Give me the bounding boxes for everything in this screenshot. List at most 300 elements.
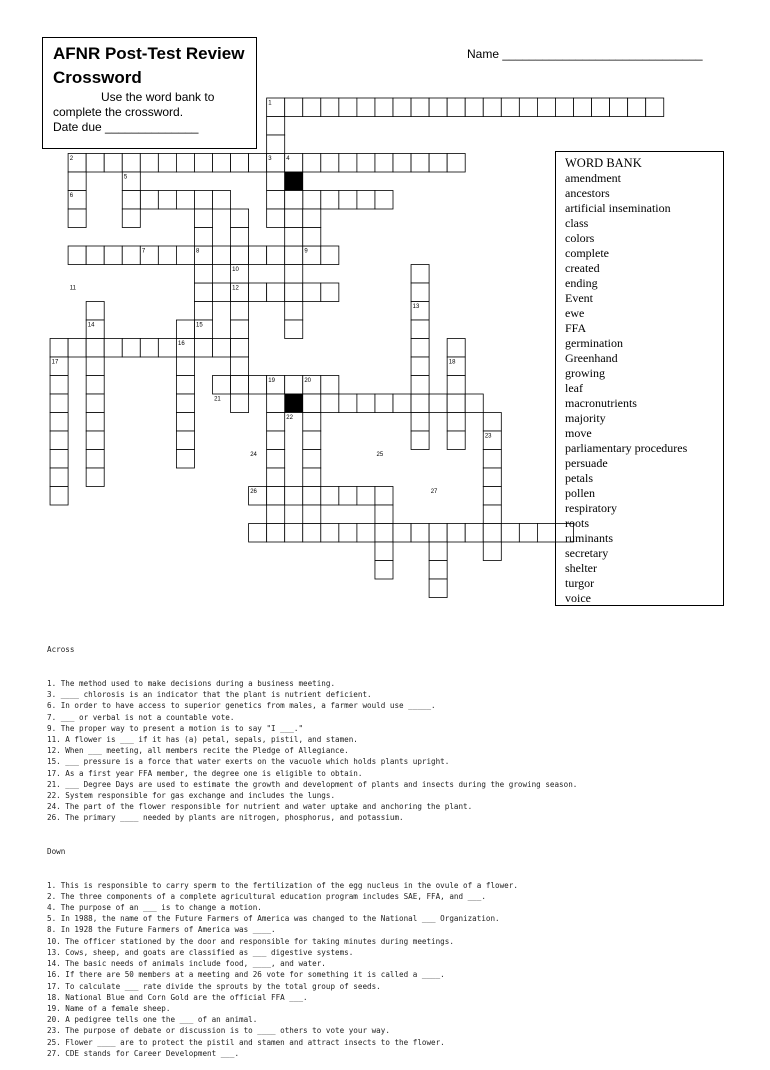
across-clue: 21. ___ Degree Days are used to estimate the growth and development of plants and insects during the growing season. xyxy=(47,779,578,789)
down-clue: 5. In 1988, the name of the Future Farmers of America was changed to the National ___ Organization. xyxy=(47,914,500,924)
grid-cell[interactable] xyxy=(86,413,104,432)
across-clue: 7. ___ or verbal is not a countable vote. xyxy=(47,712,235,722)
grid-cell[interactable] xyxy=(50,413,68,432)
across-heading: Across xyxy=(47,645,75,655)
clue-number: 1 xyxy=(268,100,272,107)
grid-cell[interactable] xyxy=(285,283,303,302)
grid-cell[interactable] xyxy=(537,524,555,543)
word-bank-item: created xyxy=(565,261,600,275)
grid-cell[interactable] xyxy=(465,98,483,117)
grid-cell[interactable] xyxy=(158,246,176,265)
down-clue: 17. To calculate ___ rate divide the sprouts by the total group of seeds. xyxy=(47,981,381,991)
word-bank-item: parliamentary procedures xyxy=(565,441,688,455)
clue-number: 12 xyxy=(232,285,239,292)
grid-cell[interactable] xyxy=(303,505,321,524)
down-clues xyxy=(47,880,767,1059)
grid-cell[interactable] xyxy=(194,265,212,284)
grid-cell[interactable] xyxy=(285,320,303,339)
grid-cell[interactable] xyxy=(447,339,465,358)
grid-cell[interactable] xyxy=(321,376,339,395)
grid-cell[interactable] xyxy=(176,320,194,339)
word-bank-item: ending xyxy=(565,276,598,290)
grid-cell[interactable] xyxy=(393,154,411,173)
grid-cell[interactable] xyxy=(50,394,68,413)
grid-cell[interactable] xyxy=(610,98,628,117)
grid-cell[interactable] xyxy=(628,98,646,117)
grid-cell[interactable] xyxy=(411,265,429,284)
down-clue: 23. The purpose of debate or discussion is to ____ others to vote your way. xyxy=(47,1026,390,1036)
grid-cell[interactable] xyxy=(429,579,447,598)
grid-cell[interactable] xyxy=(231,394,249,413)
word-bank-item: secretary xyxy=(565,546,609,560)
down-clue: 16. If there are 50 members at a meeting and 26 vote for something it is called a ____. xyxy=(47,970,445,980)
grid-cell[interactable] xyxy=(194,228,212,247)
grid-cell[interactable] xyxy=(176,357,194,376)
word-bank-item: class xyxy=(565,216,589,230)
grid-cell[interactable] xyxy=(483,505,501,524)
grid-cell[interactable] xyxy=(555,98,573,117)
across-clue: 12. When ___ meeting, all members recite the Pledge of Allegiance. xyxy=(47,746,349,756)
grid-cell[interactable] xyxy=(86,246,104,265)
across-clue: 1. The method used to make decisions during a business meeting. xyxy=(47,679,336,689)
grid-cell[interactable] xyxy=(50,339,68,358)
grid-cell[interactable] xyxy=(249,246,267,265)
word-bank-item: ewe xyxy=(565,306,585,320)
grid-cell[interactable] xyxy=(303,394,321,413)
grid-cell[interactable] xyxy=(267,135,285,154)
grid-cell[interactable] xyxy=(519,98,537,117)
down-clue: 2. The three components of a complete agricultural education program includes SAE, FFA, and ___. xyxy=(47,891,486,901)
grid-cell[interactable] xyxy=(339,154,357,173)
word-bank xyxy=(555,151,724,606)
clue-number: 16 xyxy=(178,341,185,347)
grid-cell[interactable] xyxy=(592,98,610,117)
grid-cell[interactable] xyxy=(303,413,321,432)
grid-cell[interactable] xyxy=(321,191,339,210)
grid-cell[interactable] xyxy=(411,524,429,543)
clue-number: 5 xyxy=(123,174,128,181)
grid-cell[interactable] xyxy=(393,394,411,413)
grid-cell[interactable] xyxy=(321,283,339,302)
grid-cell[interactable] xyxy=(267,246,285,265)
grid-cell[interactable] xyxy=(411,394,429,413)
grid-cell[interactable] xyxy=(267,394,285,413)
grid-cell[interactable] xyxy=(285,98,303,117)
grid-cell[interactable] xyxy=(231,320,249,339)
word-bank-item: roots xyxy=(565,516,589,530)
grid-cell[interactable] xyxy=(447,154,465,173)
down-clue: 20. A pedigree tells one the ___ of an animal. xyxy=(47,1015,258,1025)
grid-cell[interactable] xyxy=(285,228,303,247)
clues-section xyxy=(47,622,767,1070)
word-bank-item: petals xyxy=(565,471,593,485)
grid-cell[interactable] xyxy=(447,524,465,543)
grid-cell[interactable] xyxy=(357,394,375,413)
grid-cell[interactable] xyxy=(267,172,285,191)
grid-cell[interactable] xyxy=(429,394,447,413)
grid-cell[interactable] xyxy=(303,431,321,450)
word-bank-item: Event xyxy=(565,291,593,305)
grid-cell[interactable] xyxy=(176,431,194,450)
across-clues xyxy=(47,678,767,824)
grid-cell[interactable] xyxy=(194,191,212,210)
grid-cell[interactable] xyxy=(321,524,339,543)
grid-cell[interactable] xyxy=(50,468,68,487)
grid-cell[interactable] xyxy=(303,191,321,210)
grid-cell[interactable] xyxy=(483,413,501,432)
grid-cell[interactable] xyxy=(285,209,303,228)
grid-cell[interactable] xyxy=(357,487,375,506)
grid-cell[interactable] xyxy=(122,246,140,265)
grid-cell[interactable] xyxy=(86,302,104,321)
across-clue: 11. A flower is ___ if it has (a) petal, sepals, pistil, and stamen. xyxy=(47,735,358,745)
grid-cell[interactable] xyxy=(267,431,285,450)
grid-cell[interactable] xyxy=(231,376,249,395)
grid-cell[interactable] xyxy=(357,524,375,543)
grid-cell[interactable] xyxy=(50,376,68,395)
grid-cell[interactable] xyxy=(140,339,158,358)
grid-cell[interactable] xyxy=(357,98,375,117)
clue-number: 15 xyxy=(196,322,203,329)
down-clue: 14. The basic needs of animals include food, ____, and water. xyxy=(47,959,326,969)
grid-cell[interactable] xyxy=(213,376,231,395)
grid-cell[interactable] xyxy=(339,524,357,543)
grid-cell[interactable] xyxy=(140,191,158,210)
clue-number: 21 xyxy=(214,396,221,403)
grid-cell[interactable] xyxy=(411,413,429,432)
grid-cell[interactable] xyxy=(321,394,339,413)
grid-cell[interactable] xyxy=(411,283,429,302)
grid-cell[interactable] xyxy=(86,450,104,469)
clue-number: 26 xyxy=(250,489,257,495)
word-bank-item: majority xyxy=(565,411,606,425)
across-clue: 6. In order to have access to superior genetics from males, a farmer would use _____. xyxy=(47,701,436,711)
word-bank-item: germination xyxy=(565,336,623,350)
grid-cell[interactable] xyxy=(285,246,303,265)
clue-number: 24 xyxy=(250,452,257,458)
across-clue: 24. The part of the flower responsible for nutrient and water uptake and anchoring the plant. xyxy=(47,802,473,812)
grid-cell[interactable] xyxy=(249,154,267,173)
grid-cell[interactable] xyxy=(213,339,231,358)
grid-cell[interactable] xyxy=(176,191,194,210)
grid-cell[interactable] xyxy=(122,191,140,210)
grid-cell[interactable] xyxy=(465,524,483,543)
grid-cell[interactable] xyxy=(483,450,501,469)
word-bank-list xyxy=(565,171,714,606)
grid-cell[interactable] xyxy=(303,228,321,247)
grid-cell[interactable] xyxy=(303,524,321,543)
grid-cell[interactable] xyxy=(303,209,321,228)
grid-cell[interactable] xyxy=(447,376,465,395)
grid-cell[interactable] xyxy=(519,524,537,543)
grid-cell[interactable] xyxy=(267,413,285,432)
grid-cell[interactable] xyxy=(375,154,393,173)
grid-cell[interactable] xyxy=(249,524,267,543)
grid-cell[interactable] xyxy=(104,154,122,173)
grid-cell[interactable] xyxy=(267,505,285,524)
across-clue: 17. As a first year FFA member, the degree one is eligible to obtain. xyxy=(47,768,363,778)
grid-cell[interactable] xyxy=(339,98,357,117)
grid-cell[interactable] xyxy=(285,487,303,506)
word-bank-item: artificial insemination xyxy=(565,201,671,215)
grid-cell[interactable] xyxy=(231,302,249,321)
across-clue: 15. ___ pressure is a force that water exerts on the vacuole which holds plants upright. xyxy=(47,757,450,767)
grid-cell[interactable] xyxy=(50,487,68,506)
grid-cell[interactable] xyxy=(303,487,321,506)
grid-cell[interactable] xyxy=(321,487,339,506)
across-clue: 9. The proper way to present a motion is to say "I ___." xyxy=(47,723,304,733)
across-clue: 26. The primary ____ needed by plants are nitrogen, phosphorus, and potassium. xyxy=(47,813,404,823)
word-bank-item: macronutrients xyxy=(565,396,637,410)
grid-cell[interactable] xyxy=(375,487,393,506)
grid-cell[interactable] xyxy=(122,209,140,228)
word-bank-item: ruminants xyxy=(565,531,613,545)
clue-number: 27 xyxy=(430,489,438,495)
grid-cell[interactable] xyxy=(375,524,393,543)
grid-cell[interactable] xyxy=(303,450,321,469)
word-bank-title: WORD BANK xyxy=(565,156,642,170)
grid-cell[interactable] xyxy=(303,283,321,302)
clue-number: 14 xyxy=(87,322,95,329)
grid-cell[interactable] xyxy=(104,246,122,265)
grid-cell[interactable] xyxy=(375,191,393,210)
grid-cell[interactable] xyxy=(357,191,375,210)
clue-number: 10 xyxy=(232,267,239,273)
instruction-line-2: complete the crossword. xyxy=(53,105,184,119)
grid-cell[interactable] xyxy=(86,468,104,487)
grid-cell[interactable] xyxy=(231,154,249,173)
grid-cell[interactable] xyxy=(194,209,212,228)
clue-number: 3 xyxy=(268,156,272,162)
grid-cell[interactable] xyxy=(267,209,285,228)
grid-cell[interactable] xyxy=(483,524,501,543)
clue-number: 11 xyxy=(69,285,76,292)
grid-cell[interactable] xyxy=(176,450,194,469)
grid-cell[interactable] xyxy=(411,339,429,358)
word-bank-item: amendment xyxy=(565,171,621,185)
grid-cell[interactable] xyxy=(339,191,357,210)
grid-cell[interactable] xyxy=(447,98,465,117)
clue-number: 6 xyxy=(69,193,74,199)
clue-number: 9 xyxy=(304,248,308,255)
grid-cell[interactable] xyxy=(303,468,321,487)
grid-cell[interactable] xyxy=(267,524,285,543)
grid-cell-shaded xyxy=(285,172,303,191)
grid-cell[interactable] xyxy=(68,339,86,358)
clue-number: 2 xyxy=(69,156,74,162)
grid-cell[interactable] xyxy=(158,191,176,210)
grid-cell[interactable] xyxy=(646,98,664,117)
grid-cell[interactable] xyxy=(231,339,249,358)
grid-cell[interactable] xyxy=(339,394,357,413)
grid-cell[interactable] xyxy=(267,117,285,136)
word-bank-item: complete xyxy=(565,246,609,260)
word-bank-item: move xyxy=(565,426,592,440)
grid-cell[interactable] xyxy=(122,154,140,173)
grid-cell[interactable] xyxy=(158,154,176,173)
down-clue: 25. Flower ____ are to protect the pistil and stamen and attract insects to the flower. xyxy=(47,1037,445,1047)
grid-cell[interactable] xyxy=(447,413,465,432)
word-bank-item: growing xyxy=(565,366,605,380)
grid-cell[interactable] xyxy=(249,376,267,395)
grid-cell[interactable] xyxy=(574,98,592,117)
grid-cell[interactable] xyxy=(231,357,249,376)
grid-cell[interactable] xyxy=(411,320,429,339)
grid-cell[interactable] xyxy=(375,542,393,561)
grid-cell[interactable] xyxy=(375,505,393,524)
grid-cell[interactable] xyxy=(411,376,429,395)
word-bank-item: turgor xyxy=(565,576,595,590)
grid-cell[interactable] xyxy=(429,154,447,173)
grid-cell[interactable] xyxy=(231,209,249,228)
grid-cell[interactable] xyxy=(267,468,285,487)
clue-number: 17 xyxy=(51,359,59,366)
grid-cell[interactable] xyxy=(483,542,501,561)
grid-cell[interactable] xyxy=(194,339,212,358)
grid-cell[interactable] xyxy=(411,431,429,450)
grid-cell[interactable] xyxy=(231,246,249,265)
grid-cell[interactable] xyxy=(375,394,393,413)
grid-cell[interactable] xyxy=(447,431,465,450)
grid-cell[interactable] xyxy=(375,561,393,580)
grid-cell-shaded xyxy=(285,394,303,413)
grid-cell[interactable] xyxy=(357,154,375,173)
page-title: AFNR Post-Test Review Crossword xyxy=(53,44,245,87)
name-field[interactable]: Name ______________________________ xyxy=(467,47,703,61)
down-heading: Down xyxy=(47,847,66,857)
grid-cell[interactable] xyxy=(267,283,285,302)
clue-number: 4 xyxy=(286,156,290,162)
grid-cell[interactable] xyxy=(429,98,447,117)
grid-cell[interactable] xyxy=(303,154,321,173)
word-bank-item: voice xyxy=(565,591,591,605)
grid-cell[interactable] xyxy=(176,154,194,173)
grid-cell[interactable] xyxy=(213,154,231,173)
grid-cell[interactable] xyxy=(411,154,429,173)
grid-cell[interactable] xyxy=(321,246,339,265)
grid-cell[interactable] xyxy=(50,431,68,450)
grid-cell[interactable] xyxy=(483,468,501,487)
grid-cell[interactable] xyxy=(194,302,212,321)
grid-cell[interactable] xyxy=(50,450,68,469)
grid-cell[interactable] xyxy=(194,283,212,302)
grid-cell[interactable] xyxy=(285,376,303,395)
grid-cell[interactable] xyxy=(213,191,231,210)
grid-cell[interactable] xyxy=(483,487,501,506)
grid-cell[interactable] xyxy=(375,98,393,117)
grid-cell[interactable] xyxy=(86,357,104,376)
grid-cell[interactable] xyxy=(213,246,231,265)
grid-cell[interactable] xyxy=(104,339,122,358)
grid-cell[interactable] xyxy=(501,98,519,117)
grid-cell[interactable] xyxy=(285,524,303,543)
date-due: Date due ______________ xyxy=(53,120,199,134)
grid-cell[interactable] xyxy=(176,413,194,432)
across-clue: 22. System responsible for gas exchange and includes the lungs. xyxy=(47,791,336,801)
grid-cell[interactable] xyxy=(86,376,104,395)
grid-cell[interactable] xyxy=(68,246,86,265)
down-clue: 10. The officer stationed by the door and responsible for taking minutes during meetings. xyxy=(47,936,454,946)
clue-number: 19 xyxy=(268,378,275,384)
grid-cell[interactable] xyxy=(285,191,303,210)
grid-cell[interactable] xyxy=(411,98,429,117)
word-bank-item: Greenhand xyxy=(565,351,618,365)
grid-cell[interactable] xyxy=(339,487,357,506)
clue-number: 20 xyxy=(304,378,312,384)
clue-number: 22 xyxy=(286,415,293,421)
grid-cell[interactable] xyxy=(465,394,483,413)
grid-cell[interactable] xyxy=(429,542,447,561)
grid-cell[interactable] xyxy=(321,154,339,173)
word-bank-item: colors xyxy=(565,231,595,245)
grid-cell[interactable] xyxy=(213,283,231,302)
clue-number: 7 xyxy=(141,248,146,255)
grid-cell[interactable] xyxy=(176,246,194,265)
grid-cell[interactable] xyxy=(176,376,194,395)
grid-cell[interactable] xyxy=(86,394,104,413)
grid-cell[interactable] xyxy=(140,154,158,173)
down-clue: 13. Cows, sheep, and goats are classified as ___ digestive systems. xyxy=(47,947,354,957)
grid-cell[interactable] xyxy=(285,265,303,284)
grid-cell[interactable] xyxy=(86,431,104,450)
grid-cell[interactable] xyxy=(285,302,303,321)
grid-cell[interactable] xyxy=(303,98,321,117)
grid-cell[interactable] xyxy=(158,339,176,358)
grid-cell[interactable] xyxy=(321,98,339,117)
down-clue: 4. The purpose of an ___ is to change a motion. xyxy=(47,903,262,913)
grid-cell[interactable] xyxy=(267,487,285,506)
down-clue: 8. In 1928 the Future Farmers of America was ____. xyxy=(47,925,276,935)
grid-cell[interactable] xyxy=(483,98,501,117)
down-clue: 27. CDE stands for Career Development ___. xyxy=(47,1048,240,1058)
word-bank-item: FFA xyxy=(565,321,587,335)
clue-number: 23 xyxy=(484,433,492,440)
grid-cell[interactable] xyxy=(194,154,212,173)
grid-cell[interactable] xyxy=(393,524,411,543)
word-bank-item: leaf xyxy=(565,381,583,395)
grid-cell[interactable] xyxy=(68,209,86,228)
grid-cell[interactable] xyxy=(393,98,411,117)
grid-cell[interactable] xyxy=(231,228,249,247)
grid-cell[interactable] xyxy=(429,524,447,543)
word-bank-item: shelter xyxy=(565,561,597,575)
word-bank-item: pollen xyxy=(565,486,595,500)
grid-cell[interactable] xyxy=(68,172,86,191)
grid-cell[interactable] xyxy=(501,524,519,543)
grid-cell[interactable] xyxy=(122,339,140,358)
grid-cell[interactable] xyxy=(447,394,465,413)
grid-cell[interactable] xyxy=(537,98,555,117)
down-clue: 18. National Blue and Corn Gold are the official FFA ___. xyxy=(47,992,308,1002)
grid-cell[interactable] xyxy=(267,191,285,210)
grid-cell[interactable] xyxy=(267,450,285,469)
grid-cell[interactable] xyxy=(249,283,267,302)
word-bank-item: ancestors xyxy=(565,186,610,200)
grid-cell[interactable] xyxy=(86,154,104,173)
clue-number: 25 xyxy=(376,452,384,458)
grid-cell[interactable] xyxy=(429,561,447,580)
grid-cell[interactable] xyxy=(176,394,194,413)
clue-number: 13 xyxy=(412,304,420,310)
grid-cell[interactable] xyxy=(411,357,429,376)
clue-number: 8 xyxy=(196,248,200,255)
clue-number: 18 xyxy=(448,359,456,366)
down-clue: 19. Name of a female sheep. xyxy=(47,1003,171,1013)
across-clue: 3. ____ chlorosis is an indicator that the plant is nutrient deficient. xyxy=(47,690,372,700)
grid-cell[interactable] xyxy=(86,339,104,358)
instruction-line-1: Use the word bank to xyxy=(101,90,215,104)
word-bank-item: respiratory xyxy=(565,501,617,515)
